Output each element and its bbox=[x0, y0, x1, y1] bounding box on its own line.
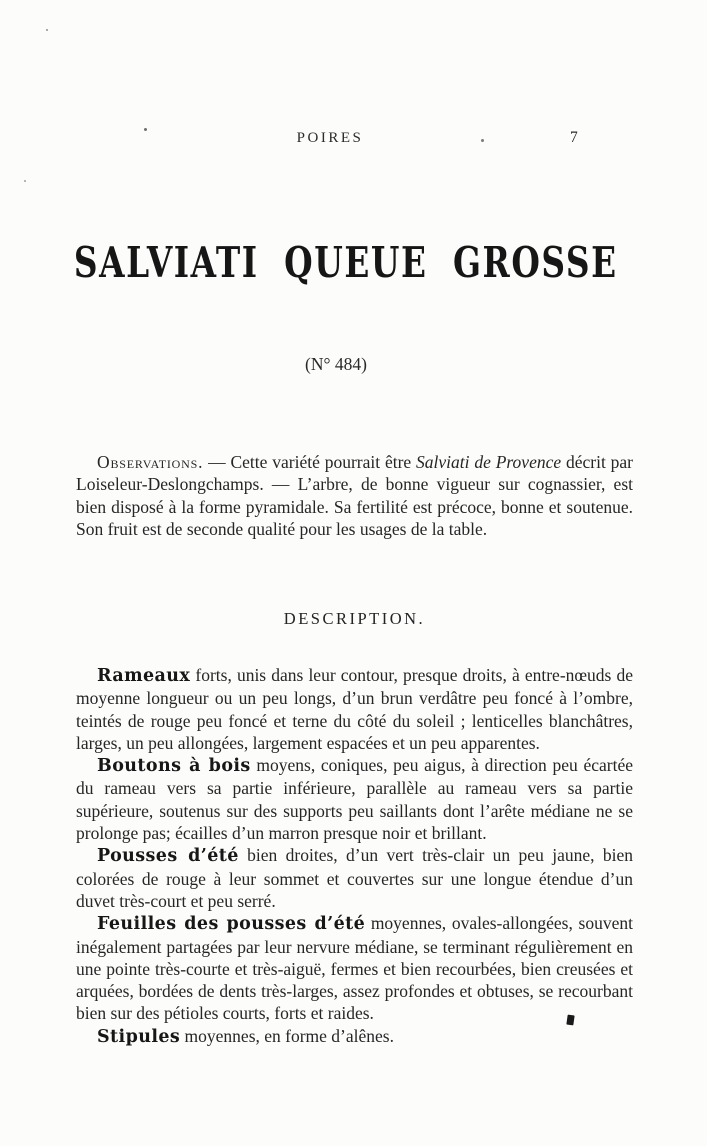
paragraph-boutons-a-bois bbox=[76, 754, 633, 844]
paragraph-rameaux bbox=[76, 664, 633, 754]
description-section bbox=[76, 664, 633, 1048]
paragraph-feuilles bbox=[76, 912, 633, 1024]
paragraph-text: bien droites, d’un vert très-clair un peu jaune, bien colorées de rouge à leur sommet et couvertes sur une longue étendue d’un duvet très-court et peu serré. bbox=[76, 845, 633, 911]
observations-text-before: — Cette variété pourrait être bbox=[203, 452, 417, 472]
ink-speck bbox=[46, 29, 48, 31]
running-header: POIRES bbox=[296, 130, 364, 146]
variety-number: (N° 484) bbox=[305, 354, 367, 374]
observations-text-after: décrit par Loiseleur-Deslongchamps. — L’arbre, de bonne vigueur sur cognassier, est bien disposé à la forme pyramidale. Sa fertilité est précoce, bonne et soutenue. Son fruit est de seconde qualité pour les usages de la table. bbox=[76, 452, 634, 539]
ink-speck bbox=[481, 139, 484, 142]
variety-title: SALVIATI QUEUE GROSSE bbox=[73, 238, 618, 287]
paragraph-lead: Stipules bbox=[97, 1026, 181, 1047]
observations-label: Observations. bbox=[97, 452, 204, 472]
paragraph-text: moyennes, ovales-allongées, souvent inégalement partagées par leur nervure médiane, se terminant régulièrement en une pointe très-courte et très-aiguë, fermes et bien recourbées, bien creusées et arquées, bordées de dents très-larges, assez profondes et obtuses, se recourbant bien sur des pétioles courts, forts et raides. bbox=[76, 913, 633, 1024]
paragraph-text: moyennes, en forme d’alênes. bbox=[180, 1025, 394, 1046]
observations-paragraph bbox=[76, 451, 633, 540]
paragraph-lead: Boutons à bois bbox=[97, 756, 251, 777]
paragraph-text: forts, unis dans leur contour, presque droits, à entre-nœuds de moyenne longueur ou un peu longs, d’un brun verdâtre peu foncé à l’ombre, teintés de rouge peu foncé et terne du côté du soleil ; lenticelles blanchâtres, larges, un peu allongées, largement espacées et un peu apparentes. bbox=[76, 665, 633, 753]
ink-speck bbox=[566, 1015, 574, 1026]
page-number: 7 bbox=[570, 129, 578, 146]
ink-speck bbox=[144, 128, 147, 131]
ink-speck bbox=[24, 180, 26, 182]
paragraph-lead: Feuilles des pousses d’été bbox=[97, 914, 366, 935]
paragraph-text: moyens, coniques, peu aigus, à direction peu écartée du rameau vers sa partie inférieure, parallèle au rameau vers sa partie supérieure, soutenus sur des supports peu saillants dont l’arête médiane ne se prolonge pas; écailles d’un marron presque noir et brillant. bbox=[76, 755, 633, 844]
description-heading: DESCRIPTION. bbox=[283, 609, 426, 628]
observations-italic-name: Salviati de Provence bbox=[416, 452, 562, 472]
observations-section bbox=[76, 451, 633, 540]
paragraph-lead: Pousses d’été bbox=[97, 846, 239, 867]
paragraph-pousses-dete bbox=[76, 844, 633, 912]
paragraph-lead: Rameaux bbox=[97, 666, 191, 686]
paragraph-stipules bbox=[76, 1025, 633, 1048]
